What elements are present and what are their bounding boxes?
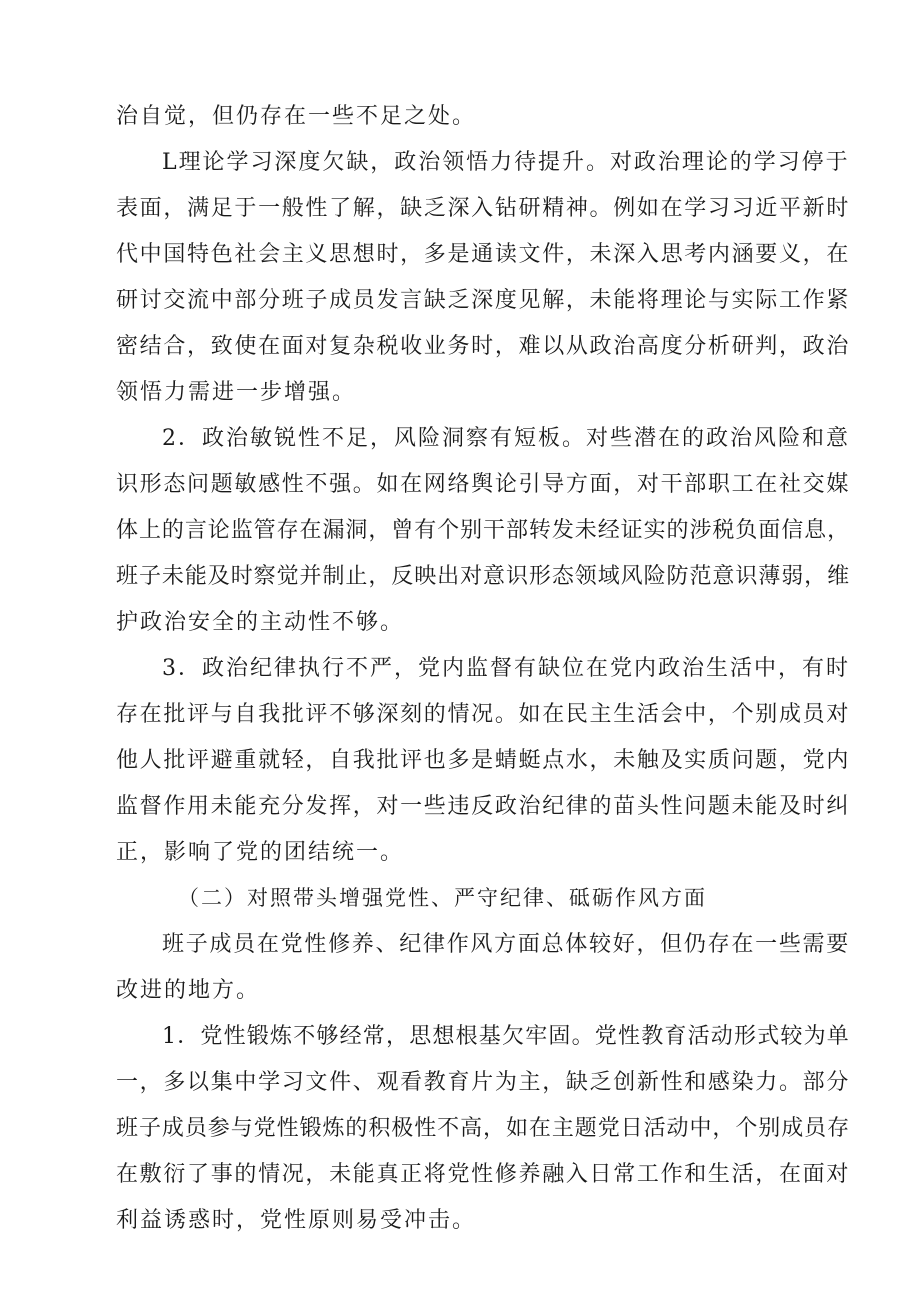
section-heading: （二）对照带头增强党性、严守纪律、砥砺作风方面 xyxy=(178,886,707,910)
text-line: 监督作用未能充分发挥，对一些违反政治纪律的苗头性问题未能及时纠 xyxy=(116,794,851,819)
text-line: 护政治安全的主动性不够。 xyxy=(116,610,405,635)
text-line: 体上的言论监管存在漏洞，曾有个别干部转发未经证实的涉税负面信息， xyxy=(116,518,851,543)
text-line: 2．政治敏锐性不足，风险洞察有短板。对些潜在的政治风险和意 xyxy=(162,426,850,451)
text-line: 1．党性锻炼不够经常，思想根基欠牢固。党性教育活动形式较为单 xyxy=(162,1024,850,1049)
text-line: 识形态问题敏感性不强。如在网络舆论引导方面，对干部职工在社交媒 xyxy=(116,472,851,497)
text-line: L理论学习深度欠缺，政治领悟力待提升。对政治理论的学习停于 xyxy=(162,150,850,175)
text-line: 他人批评避重就轻，自我批评也多是蜻蜓点水，未触及实质问题，党内 xyxy=(116,748,851,773)
text-line: 密结合，致使在面对复杂税收业务时，难以从政治高度分析研判，政治 xyxy=(116,334,851,359)
text-line: 利益诱惑时，党性原则易受冲击。 xyxy=(116,1208,477,1233)
text-line: 代中国特色社会主义思想时，多是通读文件，未深入思考内涵要义，在 xyxy=(116,242,851,267)
text-line: 改进的地方。 xyxy=(116,978,261,1003)
text-line: 表面，满足于一般性了解，缺乏深入钻研精神。例如在学习习近平新时 xyxy=(116,196,851,221)
text-line: 班子成员参与党性锻炼的积极性不高，如在主题党日活动中，个别成员存 xyxy=(116,1116,851,1141)
text-line: 研讨交流中部分班子成员发言缺乏深度见解，未能将理论与实际工作紧 xyxy=(116,288,851,313)
text-line: 治自觉，但仍存在一些不足之处。 xyxy=(116,104,477,129)
text-line: 一，多以集中学习文件、观看教育片为主，缺乏创新性和感染力。部分 xyxy=(116,1070,851,1095)
text-line: 存在批评与自我批评不够深刻的情况。如在民主生活会中，个别成员对 xyxy=(116,702,851,727)
text-line: 班子成员在党性修养、纪律作风方面总体较好，但仍存在一些需要 xyxy=(162,932,851,957)
text-line: 班子未能及时察觉并制止，反映出对意识形态领域风险防范意识薄弱，维 xyxy=(116,564,851,589)
text-line: 领悟力需进一步增强。 xyxy=(116,380,357,405)
text-line: 3．政治纪律执行不严，党内监督有缺位在党内政治生活中，有时 xyxy=(162,656,850,681)
text-line: 正，影响了党的团结统一。 xyxy=(116,840,405,865)
text-line: 在敷衍了事的情况，未能真正将党性修养融入日常工作和生活，在面对 xyxy=(116,1162,851,1187)
